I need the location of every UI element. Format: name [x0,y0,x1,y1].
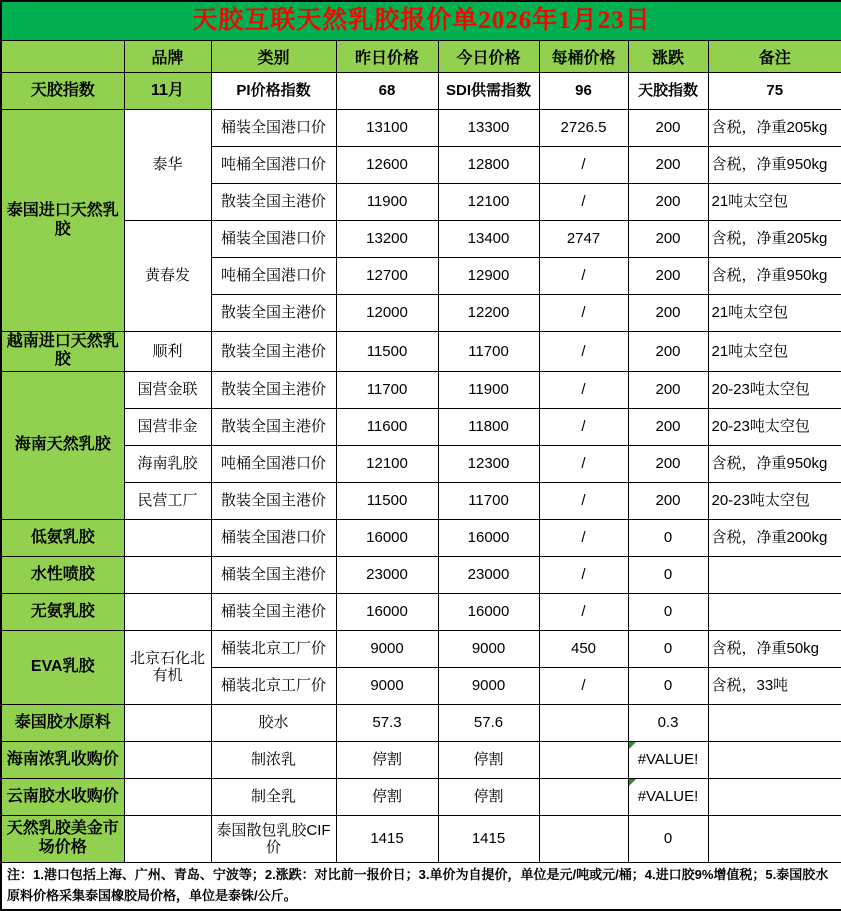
cell-change: 200 [628,408,708,445]
cell-type: 桶装全国主港价 [211,556,336,593]
cell-brand: 民营工厂 [124,482,211,519]
cell-barrel: / [539,408,628,445]
cell-brand: 北京石化北有机 [124,630,211,704]
cell-note: 含税，净重50kg [708,630,841,667]
cell-change: 0 [628,815,708,862]
cell-brand: 海南乳胶 [124,445,211,482]
cell-yesterday: 16000 [336,519,438,556]
table-row [1,332,841,372]
cell-change: 200 [628,258,708,295]
cell-change: 200 [628,221,708,258]
cell-today: 57.6 [438,704,539,741]
cell-today: 12200 [438,295,539,332]
cell-change: 0 [628,519,708,556]
table-row [1,815,841,862]
cell-yesterday: 11600 [336,408,438,445]
cell-today: 16000 [438,593,539,630]
cell-change: 200 [628,371,708,408]
cell-note [708,778,841,815]
cell-type: 散装全国主港价 [211,408,336,445]
cell-yesterday: 11700 [336,371,438,408]
cell-note [708,815,841,862]
cell-type: 桶装全国港口价 [211,110,336,147]
cell-yesterday: 12600 [336,147,438,184]
cell-type: 散装全国主港价 [211,184,336,221]
table-row [1,482,841,519]
cell-category: 海南天然乳胶 [1,371,124,519]
cell-change-error [628,741,708,778]
cell-barrel [539,741,628,778]
cell-change-error-text: #VALUE! [637,788,699,806]
cell-today: 11900 [438,371,539,408]
cell-yesterday: 9000 [336,630,438,667]
cell-brand: 国营非金 [124,408,211,445]
cell-barrel: / [539,295,628,332]
cell-barrel: 450 [539,630,628,667]
cell-change: 天胶指数 [628,73,708,110]
cell-today: 11700 [438,332,539,372]
column-header-per-barrel-price: 每桶价格 [539,41,628,73]
cell-barrel: / [539,556,628,593]
cell-brand: 顺利 [124,332,211,372]
cell-barrel: / [539,667,628,704]
cell-category: 天胶指数 [1,73,124,110]
column-header-blank [1,41,124,73]
cell-barrel: / [539,445,628,482]
cell-note: 含税，33吨 [708,667,841,704]
cell-change: 0 [628,556,708,593]
cell-note: 20-23吨太空包 [708,371,841,408]
cell-yesterday: 11900 [336,184,438,221]
table-row [1,593,841,630]
cell-today: 11800 [438,408,539,445]
cell-note [708,704,841,741]
cell-yesterday: 11500 [336,482,438,519]
cell-yesterday: 停割 [336,778,438,815]
cell-type: 桶装全国主港价 [211,593,336,630]
cell-barrel: / [539,332,628,372]
footnote-text: 注：1.港口包括上海、广州、青岛、宁波等；2.涨跌：对比前一报价日；3.单价为自提价，单位是元/吨或元/桶；4.进口胶9%增值税；5.泰国胶水原料价格采集泰国橡胶局价格，单位是泰铢/公斤。 [1,862,841,910]
cell-note: 含税，净重200kg [708,519,841,556]
cell-category: 泰国胶水原料 [1,704,124,741]
column-header-row [1,41,841,73]
cell-note: 75 [708,73,841,110]
cell-change-error [628,778,708,815]
table-row [1,221,841,258]
error-indicator-icon [629,779,636,786]
cell-type: 吨桶全国港口价 [211,258,336,295]
cell-change: 0 [628,593,708,630]
cell-yesterday: 13100 [336,110,438,147]
cell-today: 9000 [438,630,539,667]
column-header-brand: 品牌 [124,41,211,73]
cell-type: 吨桶全国港口价 [211,445,336,482]
cell-barrel: / [539,482,628,519]
cell-change: 200 [628,482,708,519]
cell-brand [124,741,211,778]
cell-brand: 黄春发 [124,221,211,332]
cell-type: 制全乳 [211,778,336,815]
cell-today: 23000 [438,556,539,593]
cell-note: 21吨太空包 [708,184,841,221]
table-row [1,445,841,482]
table-row [1,519,841,556]
cell-today: 12900 [438,258,539,295]
title-row [1,1,841,41]
cell-yesterday: 68 [336,73,438,110]
cell-today: 13400 [438,221,539,258]
cell-brand [124,704,211,741]
footnote-row [1,862,841,910]
cell-type: 制浓乳 [211,741,336,778]
cell-yesterday: 停割 [336,741,438,778]
cell-change: 200 [628,445,708,482]
cell-barrel: / [539,593,628,630]
cell-today: 9000 [438,667,539,704]
cell-yesterday: 13200 [336,221,438,258]
cell-type: 桶装全国港口价 [211,519,336,556]
cell-brand [124,815,211,862]
table-row-index [1,73,841,110]
cell-barrel [539,778,628,815]
cell-type: 泰国散包乳胶CIF价 [211,815,336,862]
column-header-today-price: 今日价格 [438,41,539,73]
cell-brand: 11月 [124,73,211,110]
cell-barrel: / [539,258,628,295]
cell-change: 200 [628,110,708,147]
cell-yesterday: 1415 [336,815,438,862]
cell-today: 1415 [438,815,539,862]
column-header-type: 类别 [211,41,336,73]
table-row [1,778,841,815]
cell-category: EVA乳胶 [1,630,124,704]
cell-today: SDI供需指数 [438,73,539,110]
table-row [1,408,841,445]
cell-brand: 国营金联 [124,371,211,408]
cell-barrel: / [539,519,628,556]
cell-today: 12300 [438,445,539,482]
cell-brand: 泰华 [124,110,211,221]
cell-category: 天然乳胶美金市场价格 [1,815,124,862]
cell-type: 散装全国主港价 [211,371,336,408]
cell-category: 云南胶水收购价 [1,778,124,815]
cell-today: 停割 [438,778,539,815]
cell-category: 海南浓乳收购价 [1,741,124,778]
cell-yesterday: 16000 [336,593,438,630]
cell-today: 16000 [438,519,539,556]
cell-type: 吨桶全国港口价 [211,147,336,184]
cell-yesterday: 11500 [336,332,438,372]
cell-type: 胶水 [211,704,336,741]
cell-brand [124,778,211,815]
cell-brand [124,519,211,556]
cell-change: 0 [628,630,708,667]
cell-note: 21吨太空包 [708,332,841,372]
cell-barrel: / [539,184,628,221]
cell-barrel [539,704,628,741]
cell-yesterday: 9000 [336,667,438,704]
cell-today: 11700 [438,482,539,519]
cell-today: 13300 [438,110,539,147]
cell-type: 桶装北京工厂价 [211,630,336,667]
cell-change: 0.3 [628,704,708,741]
cell-note: 20-23吨太空包 [708,408,841,445]
cell-category: 泰国进口天然乳胶 [1,110,124,332]
cell-today: 12800 [438,147,539,184]
cell-change: 200 [628,332,708,372]
table-row [1,741,841,778]
column-header-change: 涨跌 [628,41,708,73]
cell-barrel: / [539,147,628,184]
cell-yesterday: 57.3 [336,704,438,741]
cell-barrel [539,815,628,862]
cell-category: 无氨乳胶 [1,593,124,630]
cell-category: 水性喷胶 [1,556,124,593]
page-title: 天胶互联天然乳胶报价单2026年1月23日 [1,1,841,41]
cell-change: 0 [628,667,708,704]
cell-note: 含税，净重950kg [708,147,841,184]
cell-yesterday: 23000 [336,556,438,593]
cell-type: PI价格指数 [211,73,336,110]
column-header-remark: 备注 [708,41,841,73]
cell-brand [124,593,211,630]
cell-category: 低氨乳胶 [1,519,124,556]
cell-yesterday: 12000 [336,295,438,332]
column-header-yesterday-price: 昨日价格 [336,41,438,73]
cell-change: 200 [628,184,708,221]
cell-type: 桶装全国港口价 [211,221,336,258]
cell-brand [124,556,211,593]
cell-barrel: 96 [539,73,628,110]
cell-note: 含税，净重950kg [708,445,841,482]
cell-category: 越南进口天然乳胶 [1,332,124,372]
cell-barrel: 2726.5 [539,110,628,147]
cell-note: 含税，净重205kg [708,221,841,258]
cell-barrel: 2747 [539,221,628,258]
table-row [1,630,841,667]
cell-barrel: / [539,371,628,408]
cell-type: 散装全国主港价 [211,295,336,332]
cell-note [708,556,841,593]
cell-note [708,593,841,630]
cell-yesterday: 12100 [336,445,438,482]
cell-type: 散装全国主港价 [211,332,336,372]
cell-change-error-text: #VALUE! [637,751,699,769]
cell-note: 21吨太空包 [708,295,841,332]
cell-note: 含税，净重950kg [708,258,841,295]
cell-note: 含税，净重205kg [708,110,841,147]
cell-today: 12100 [438,184,539,221]
cell-change: 200 [628,295,708,332]
cell-note: 20-23吨太空包 [708,482,841,519]
cell-type: 桶装北京工厂价 [211,667,336,704]
table-row [1,371,841,408]
cell-note [708,741,841,778]
table-row [1,704,841,741]
cell-change: 200 [628,147,708,184]
cell-today: 停割 [438,741,539,778]
cell-type: 散装全国主港价 [211,482,336,519]
cell-yesterday: 12700 [336,258,438,295]
table-row [1,110,841,147]
table-row [1,556,841,593]
error-indicator-icon [629,742,636,749]
